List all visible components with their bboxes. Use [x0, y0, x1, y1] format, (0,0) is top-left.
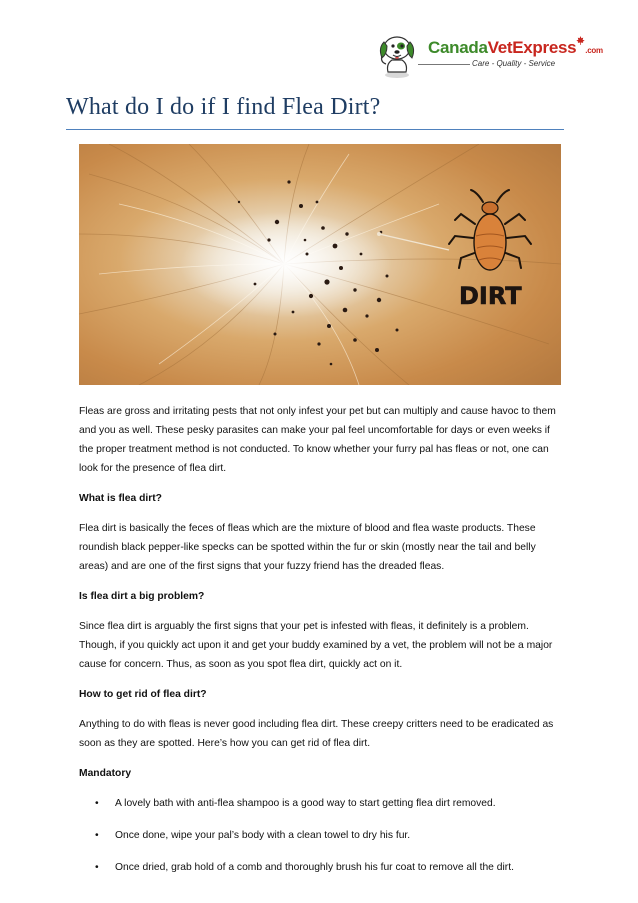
brand-suffix: .com — [585, 46, 603, 55]
list-item-text: Once done, wipe your pal’s body with a clean towel to dry his fur. — [115, 830, 411, 841]
section-heading-is-it-a-problem: Is flea dirt a big problem? — [79, 591, 205, 602]
dog-mascot-icon — [374, 28, 420, 80]
list-item — [79, 794, 563, 813]
list-item — [79, 858, 563, 877]
section-body-how-to-get-rid: Anything to do with fleas is never good including flea dirt. These creepy critters need to be eradicated as soon as they are spotted. Here’s how you can get rid of flea dirt. — [79, 719, 554, 749]
title-underline — [66, 129, 564, 130]
logo-divider — [418, 64, 470, 65]
mandatory-steps-list — [79, 794, 563, 877]
section-body-is-it-a-problem: Since flea dirt is arguably the first signs that your pet is infested with fleas, it definitely is a problem. Though, if you quickly act upon it and get your buddy examined by a vet, the problem will not be a major cause for concern. Thus, as soon as you spot flea dirt, quickly act on it. — [79, 621, 553, 670]
section-heading-how-to-get-rid: How to get rid of flea dirt? — [79, 689, 207, 700]
mandatory-heading: Mandatory — [79, 768, 132, 779]
section-heading-what-is-flea-dirt: What is flea dirt? — [79, 493, 162, 504]
bullet-icon: • — [95, 798, 99, 809]
list-item — [79, 826, 563, 845]
bullet-icon: • — [95, 830, 99, 841]
brand-name — [428, 38, 603, 58]
page-title: What do I do if I find Flea Dirt? — [66, 94, 381, 120]
brand-logo — [372, 26, 603, 82]
list-item-text: A lovely bath with anti-flea shampoo is a good way to start getting flea dirt removed. — [115, 798, 496, 809]
brand-tagline: Care - Quality - Service — [472, 59, 556, 68]
intro-paragraph: Fleas are gross and irritating pests that not only infest your pet but can multiply and cause havoc to them and you as well. These pesky parasites can make your pal feel uncomfortable for days or even weeks if the proper treatment method is not conducted. To know whether your furry pal has fleas or not, one can look for the presence of flea dirt. — [79, 406, 556, 474]
dirt-overlay-label: DIRT — [459, 282, 522, 310]
list-item-text: Once dried, grab hold of a comb and thoroughly brush his fur coat to remove all the dirt. — [115, 862, 514, 873]
flea-dirt-photo — [79, 144, 561, 385]
maple-leaf-icon — [576, 36, 585, 45]
brand-name-part1: Canada — [428, 38, 488, 57]
flea-dirt-photo-art — [79, 144, 561, 385]
article-body — [79, 402, 563, 890]
bullet-icon: • — [95, 862, 99, 873]
brand-name-part2: VetExpress — [487, 38, 577, 57]
section-body-what-is-flea-dirt: Flea dirt is basically the feces of fleas which are the mixture of blood and flea waste products. These roundish black pepper-like specks can be spotted within the fur or skin (mostly near the tail and belly areas) and are one of the first signs that your fuzzy friend has the dreaded fleas. — [79, 523, 536, 572]
